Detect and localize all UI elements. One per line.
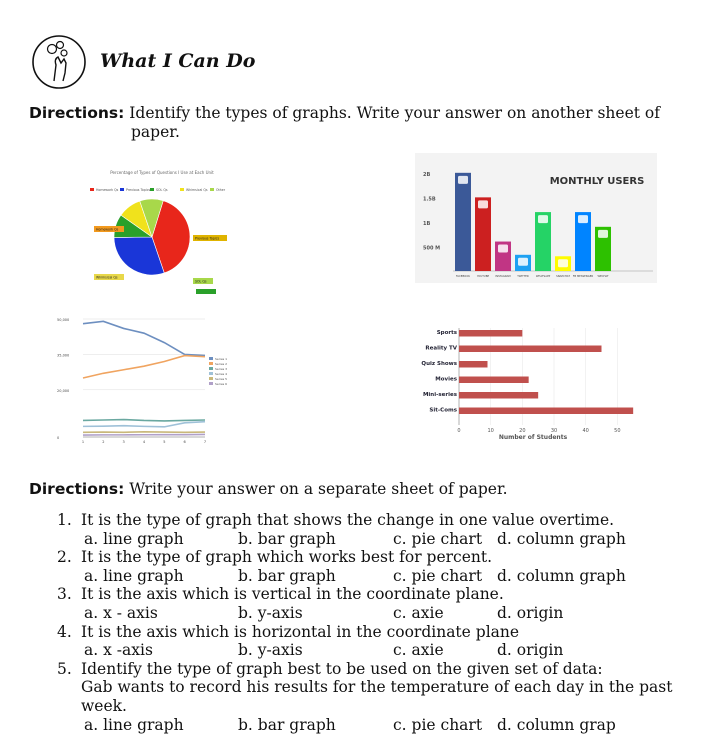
line-legend-label: Series 6 (215, 382, 228, 386)
line-x-tick: 3 (122, 440, 125, 444)
answer-option: b. y-axis (238, 641, 303, 660)
hb-category-label: Sit-Coms (429, 407, 457, 414)
line-y-tick: 20,000 (57, 388, 70, 393)
question-text: It is the axis which is horizontal in the coordinate plane (81, 622, 520, 641)
answer-option: a. x -axis (84, 641, 153, 660)
directions-2-label: Directions: (29, 480, 125, 498)
hb-x-tick: 30 (550, 428, 558, 434)
answer-option: a. x - axis (84, 604, 158, 622)
pie-legend-label: Whimsical Qs (186, 188, 208, 192)
answer-option: d. column graph (497, 566, 626, 585)
mu-y-label: 1B (423, 220, 431, 227)
mu-x-label: YOUTUBE (476, 275, 490, 278)
hb-category-label: Quiz Shows (421, 361, 457, 367)
answer-option: b. y-axis (238, 604, 303, 622)
line-legend-label: Series 1 (215, 357, 228, 361)
question-number: 1. (57, 511, 72, 529)
question-text: It is the type of graph that shows the change in one value overtime. (81, 511, 615, 529)
line-y-tick: 35,000 (57, 353, 70, 358)
page-title: What I Can Do (100, 50, 256, 72)
line-x-tick: 5 (163, 440, 166, 444)
mu-x-label: TWITTER (517, 275, 529, 278)
answer-option: d. origin (497, 604, 564, 622)
line-legend-label: Series 5 (215, 377, 228, 381)
answer-option: d. column grap (497, 715, 616, 734)
hb-category-label: Sports (436, 330, 457, 336)
directions-label: Directions: (29, 104, 125, 122)
question-number: 4. (57, 622, 72, 641)
question-number: 5. (57, 659, 72, 678)
question-text: week. (81, 697, 127, 715)
mu-y-label: 1.5B (423, 196, 436, 203)
pie-title: Percentage of Types of Questions I Use at Each Unit (110, 170, 214, 175)
answer-option: b. bar graph (238, 529, 336, 548)
line-x-tick: 4 (142, 440, 146, 444)
question-text: Gab wants to record his results for the temperature of each day in the past (81, 678, 673, 697)
line-x-tick: 1 (81, 440, 85, 444)
pie-legend-label: Previous Topics (126, 188, 151, 192)
mu-x-label: WECHAT (597, 275, 609, 278)
pie-callout-label: Previous Topics (195, 236, 220, 241)
mu-x-label: INSTAGRAM (495, 275, 511, 278)
answer-option: d. column graph (497, 529, 626, 548)
line-y-tick: 50,000 (57, 318, 70, 322)
answer-option: c. pie chart (393, 566, 483, 585)
mu-x-label: FB MESSENGER (572, 275, 594, 278)
answer-option: c. pie chart (393, 715, 483, 734)
mu-x-label: SNAPCHAT (556, 275, 570, 278)
pie-callout-label: SOL Qs (195, 279, 207, 284)
pie-legend-label: Other (216, 188, 226, 192)
question-text: It is the axis which is vertical in the coordinate plane. (81, 585, 504, 604)
directions-1-cont: paper. (131, 123, 180, 141)
answer-option: d. origin (497, 641, 564, 660)
hb-x-tick: 20 (519, 428, 526, 434)
mu-title: MONTHLY USERS (549, 176, 645, 187)
answer-option: a. line graph (84, 529, 184, 548)
line-y-tick: 0 (57, 436, 60, 440)
line-x-tick: 7 (203, 440, 207, 444)
mu-y-label: 500 M (423, 245, 441, 252)
pie-callout-label: Homework Qs (96, 227, 119, 232)
question-number: 3. (57, 585, 72, 604)
line-legend-label: Series 3 (215, 367, 228, 371)
answer-option: c. pie chart (393, 529, 483, 548)
line-x-tick: 6 (183, 440, 186, 444)
line-x-tick: 2 (102, 440, 105, 444)
answer-option: b. bar graph (238, 566, 336, 585)
hb-category-label: Reality TV (425, 345, 457, 352)
line-legend-label: Series 4 (215, 372, 228, 376)
hb-category-label: Movies (435, 376, 457, 383)
mu-x-label: WHATSAPP (535, 275, 551, 278)
directions-2-text: Write your answer on a separate sheet of paper. (129, 480, 508, 498)
hb-x-tick: 40 (582, 428, 589, 434)
hb-x-tick: 50 (614, 428, 621, 434)
mu-y-label: 2B (423, 171, 431, 178)
question-number: 2. (57, 548, 72, 567)
pie-legend-label: Homework Qs (96, 188, 119, 192)
answer-option: c. axie (393, 604, 444, 622)
question-text: It is the type of graph which works best for percent. (81, 548, 493, 567)
answer-option: a. line graph (84, 566, 184, 585)
hb-x-tick: 10 (487, 428, 494, 434)
answer-option: b. bar graph (238, 715, 336, 734)
hb-xlabel: Number of Students (498, 434, 568, 441)
hb-category-label: Mini-series (422, 392, 457, 398)
directions-text: Identify the types of graphs. Write your answer on another sheet of (129, 104, 660, 122)
hb-x-tick: 0 (457, 428, 461, 434)
question-text: Identify the type of graph best to be used on the given set of data: (81, 659, 603, 678)
line-legend-label: Series 2 (215, 362, 228, 366)
pie-legend-label: SOL Qs (156, 188, 168, 192)
mu-x-label: FACEBOOK (456, 275, 470, 278)
pie-callout-label: Whimsical Qs (96, 275, 118, 280)
answer-option: c. axie (393, 641, 444, 660)
answer-option: a. line graph (84, 715, 184, 734)
